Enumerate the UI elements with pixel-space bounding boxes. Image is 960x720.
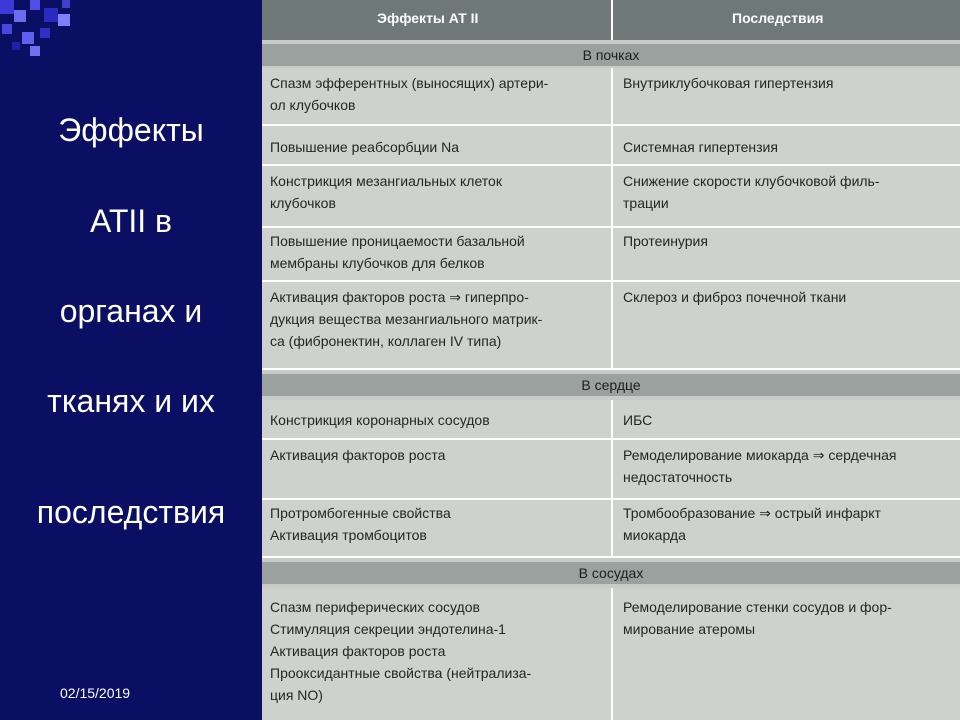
decor-square (30, 0, 40, 10)
consequence-cell: Протеинурия (623, 233, 708, 249)
consequence-cell: Системная гипертензия (623, 139, 778, 155)
header-effects: Эффекты АТ II (377, 10, 479, 26)
effect-cell: Констрикция мезангиальных клеток клубочков (270, 173, 502, 211)
consequence-cell: Снижение скорости клубочковой филь- трации (623, 173, 880, 211)
decor-square (44, 8, 58, 22)
effect-cell: Протромбогенные свойства Активация тромбоцитов (270, 505, 451, 543)
decor-square (40, 28, 50, 38)
column-divider (611, 588, 613, 720)
decor-square (14, 10, 26, 22)
effect-cell: Повышение реабсорбции Na (270, 139, 460, 155)
effect-cell: Активация факторов роста ⇒ гиперпро- дукция вещества мезангиального матрик- са (фибронектин, коллаген IV типа) (270, 289, 543, 349)
slide-title-line: АТII в (89, 203, 173, 239)
slide-title-line: органах и (59, 293, 203, 329)
column-divider (611, 68, 613, 370)
consequence-cell: Ремоделирование миокарда ⇒ сердечная недостаточность (623, 447, 897, 485)
section-vessels (262, 562, 960, 584)
effect-cell: Активация факторов роста (270, 447, 446, 463)
header-consequences: Последствия (732, 10, 824, 26)
slide-title-line: Эффекты (58, 112, 204, 148)
decor-square (30, 46, 40, 56)
section-kidneys (262, 44, 960, 66)
slide-title-line: последствия (36, 494, 226, 530)
column-divider (611, 0, 613, 40)
decor-square (58, 14, 70, 26)
effect-cell: Повышение проницаемости базальной мембраны клубочков для белков (270, 233, 525, 271)
effect-cell: Констрикция коронарных сосудов (270, 412, 490, 428)
decor-square (62, 0, 70, 8)
consequence-cell: Тромбообразование ⇒ острый инфаркт миокарда (623, 505, 881, 543)
decor-square (22, 32, 34, 44)
section-heart (262, 374, 960, 396)
section-title: В сосудах (578, 565, 644, 581)
slide-title-line: тканях и их (47, 383, 215, 419)
column-divider (611, 400, 613, 558)
section-title: В почках (582, 47, 640, 63)
effect-cell: Спазм эфферентных (выносящих) артери- ол клубочков (270, 75, 549, 113)
slide-date: 02/15/2019 (60, 685, 131, 701)
decor-square (12, 42, 20, 50)
consequence-cell: Внутриклубочковая гипертензия (623, 75, 834, 91)
section-title: В сердце (581, 377, 641, 393)
consequence-cell: ИБС (623, 412, 653, 428)
consequence-cell: Ремоделирование стенки сосудов и фор- мирование атеромы (623, 599, 892, 637)
consequence-cell: Склероз и фиброз почечной ткани (623, 289, 847, 305)
decor-square (2, 24, 12, 34)
title-panel (0, 0, 262, 720)
effects-table (262, 0, 960, 720)
effect-cell: Спазм периферических сосудов Стимуляция секреции эндотелина-1 Активация факторов роста Прооксидантные свойства (нейтрализа- ция NO) (270, 599, 532, 703)
decor-square (0, 0, 14, 14)
